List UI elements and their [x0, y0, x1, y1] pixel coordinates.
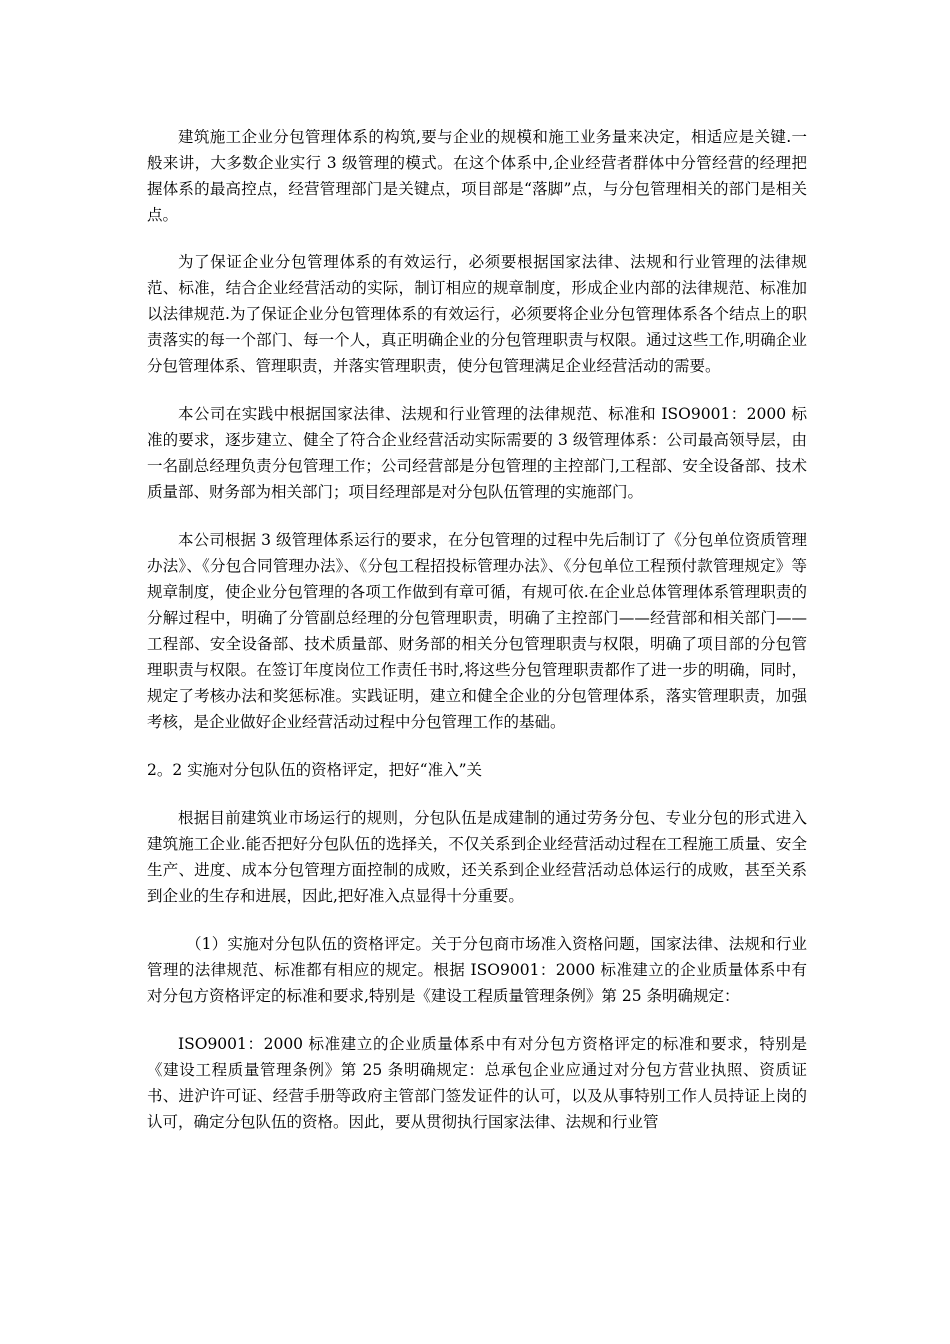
section-heading: 2。2 实施对分包队伍的资格评定，把好“准入”关: [147, 761, 482, 779]
paragraph-system-structure: 建筑施工企业分包管理体系的构筑,要与企业的规模和施工业务量来决定，相适应是关键.一般来讲，大多数企业实行 3 级管理的模式。在这个体系中,企业经营者群体中分管经营的经理把握体系的最高控点，经营管理部门是关键点，项目部是“落脚”点，与分包管理相关的部门是相关点。: [147, 128, 807, 224]
paragraph-company-practice: 本公司在实践中根据国家法律、法规和行业管理的法律规范、标准和 ISO9001：2000 标准的要求，逐步建立、健全了符合企业经营活动实际需要的 3 级管理体系：公司最高领导层，由一名副总经理负责分包管理工作；公司经营部是分包管理的主控部门,工程部、安全设备部、技术质量部、财务部为相关部门；项目经理部是对分包队伍管理的实施部门。: [147, 405, 807, 501]
paragraph-qualification-review: （1）实施对分包队伍的资格评定。关于分包商市场准入资格问题，国家法律、法规和行业管理的法律规范、标准都有相应的规定。根据 ISO9001：2000 标准建立的企业质量体系中有对分包方资格评定的标准和要求,特别是《建设工程质量管理条例》第 25 条明确规定：: [147, 935, 807, 1005]
paragraph-regulations: 本公司根据 3 级管理体系运行的要求，在分包管理的过程中先后制订了《分包单位资质管理办法》、《分包合同管理办法》、《分包工程招投标管理办法》、《分包单位工程预付款管理规定》等规章制度，使企业分包管理的各项工作做到有章可循，有规可依.在企业总体管理体系管理职责的分解过程中，明确了分管副总经理的分包管理职责，明确了主控部门——经营部和相关部门——工程部、安全设备部、技术质量部、财务部的相关分包管理职责与权限，明确了项目部的分包管理职责与权限。在签订年度岗位工作责任书时,将这些分包管理职责都作了进一步的明确，同时，规定了考核办法和奖惩标准。实践证明，建立和健全企业的分包管理体系，落实管理职责，加强考核，是企业做好企业经营活动过程中分包管理工作的基础。: [147, 531, 807, 731]
paragraph-system-operation: 为了保证企业分包管理体系的有效运行，必须要根据国家法律、法规和行业管理的法律规范、标准，结合企业经营活动的实际，制订相应的规章制度，形成企业内部的法律规范、标准加以法律规范.为了保证企业分包管理体系的有效运行，必须要将企业分包管理体系各个结点上的职责落实的每一个部门、每一个人，真正明确企业的分包管理职责与权限。通过这些工作,明确企业分包管理体系、管理职责，并落实管理职责，使分包管理满足企业经营活动的需要。: [147, 253, 807, 375]
paragraph-iso-standard: ISO9001：2000 标准建立的企业质量体系中有对分包方资格评定的标准和要求，特别是《建设工程质量管理条例》第 25 条明确规定：总承包企业应通过对分包方营业执照、资质证书、进沪许可证、经营手册等政府主管部门签发证件的认可，以及从事特别工作人员持证上岗的认可，确定分包队伍的资格。因此，要从贯彻执行国家法律、法规和行业管: [147, 1035, 807, 1131]
paragraph-market-rules: 根据目前建筑业市场运行的规则，分包队伍是成建制的通过劳务分包、专业分包的形式进入建筑施工企业.能否把好分包队伍的选择关，不仅关系到企业经营活动过程在工程施工质量、安全生产、进度、成本分包管理方面控制的成败，还关系到企业经营活动总体运行的成败，甚至关系到企业的生存和进展，因此,把好准入点显得十分重要。: [147, 809, 807, 905]
document-page: [147, 124, 807, 1135]
